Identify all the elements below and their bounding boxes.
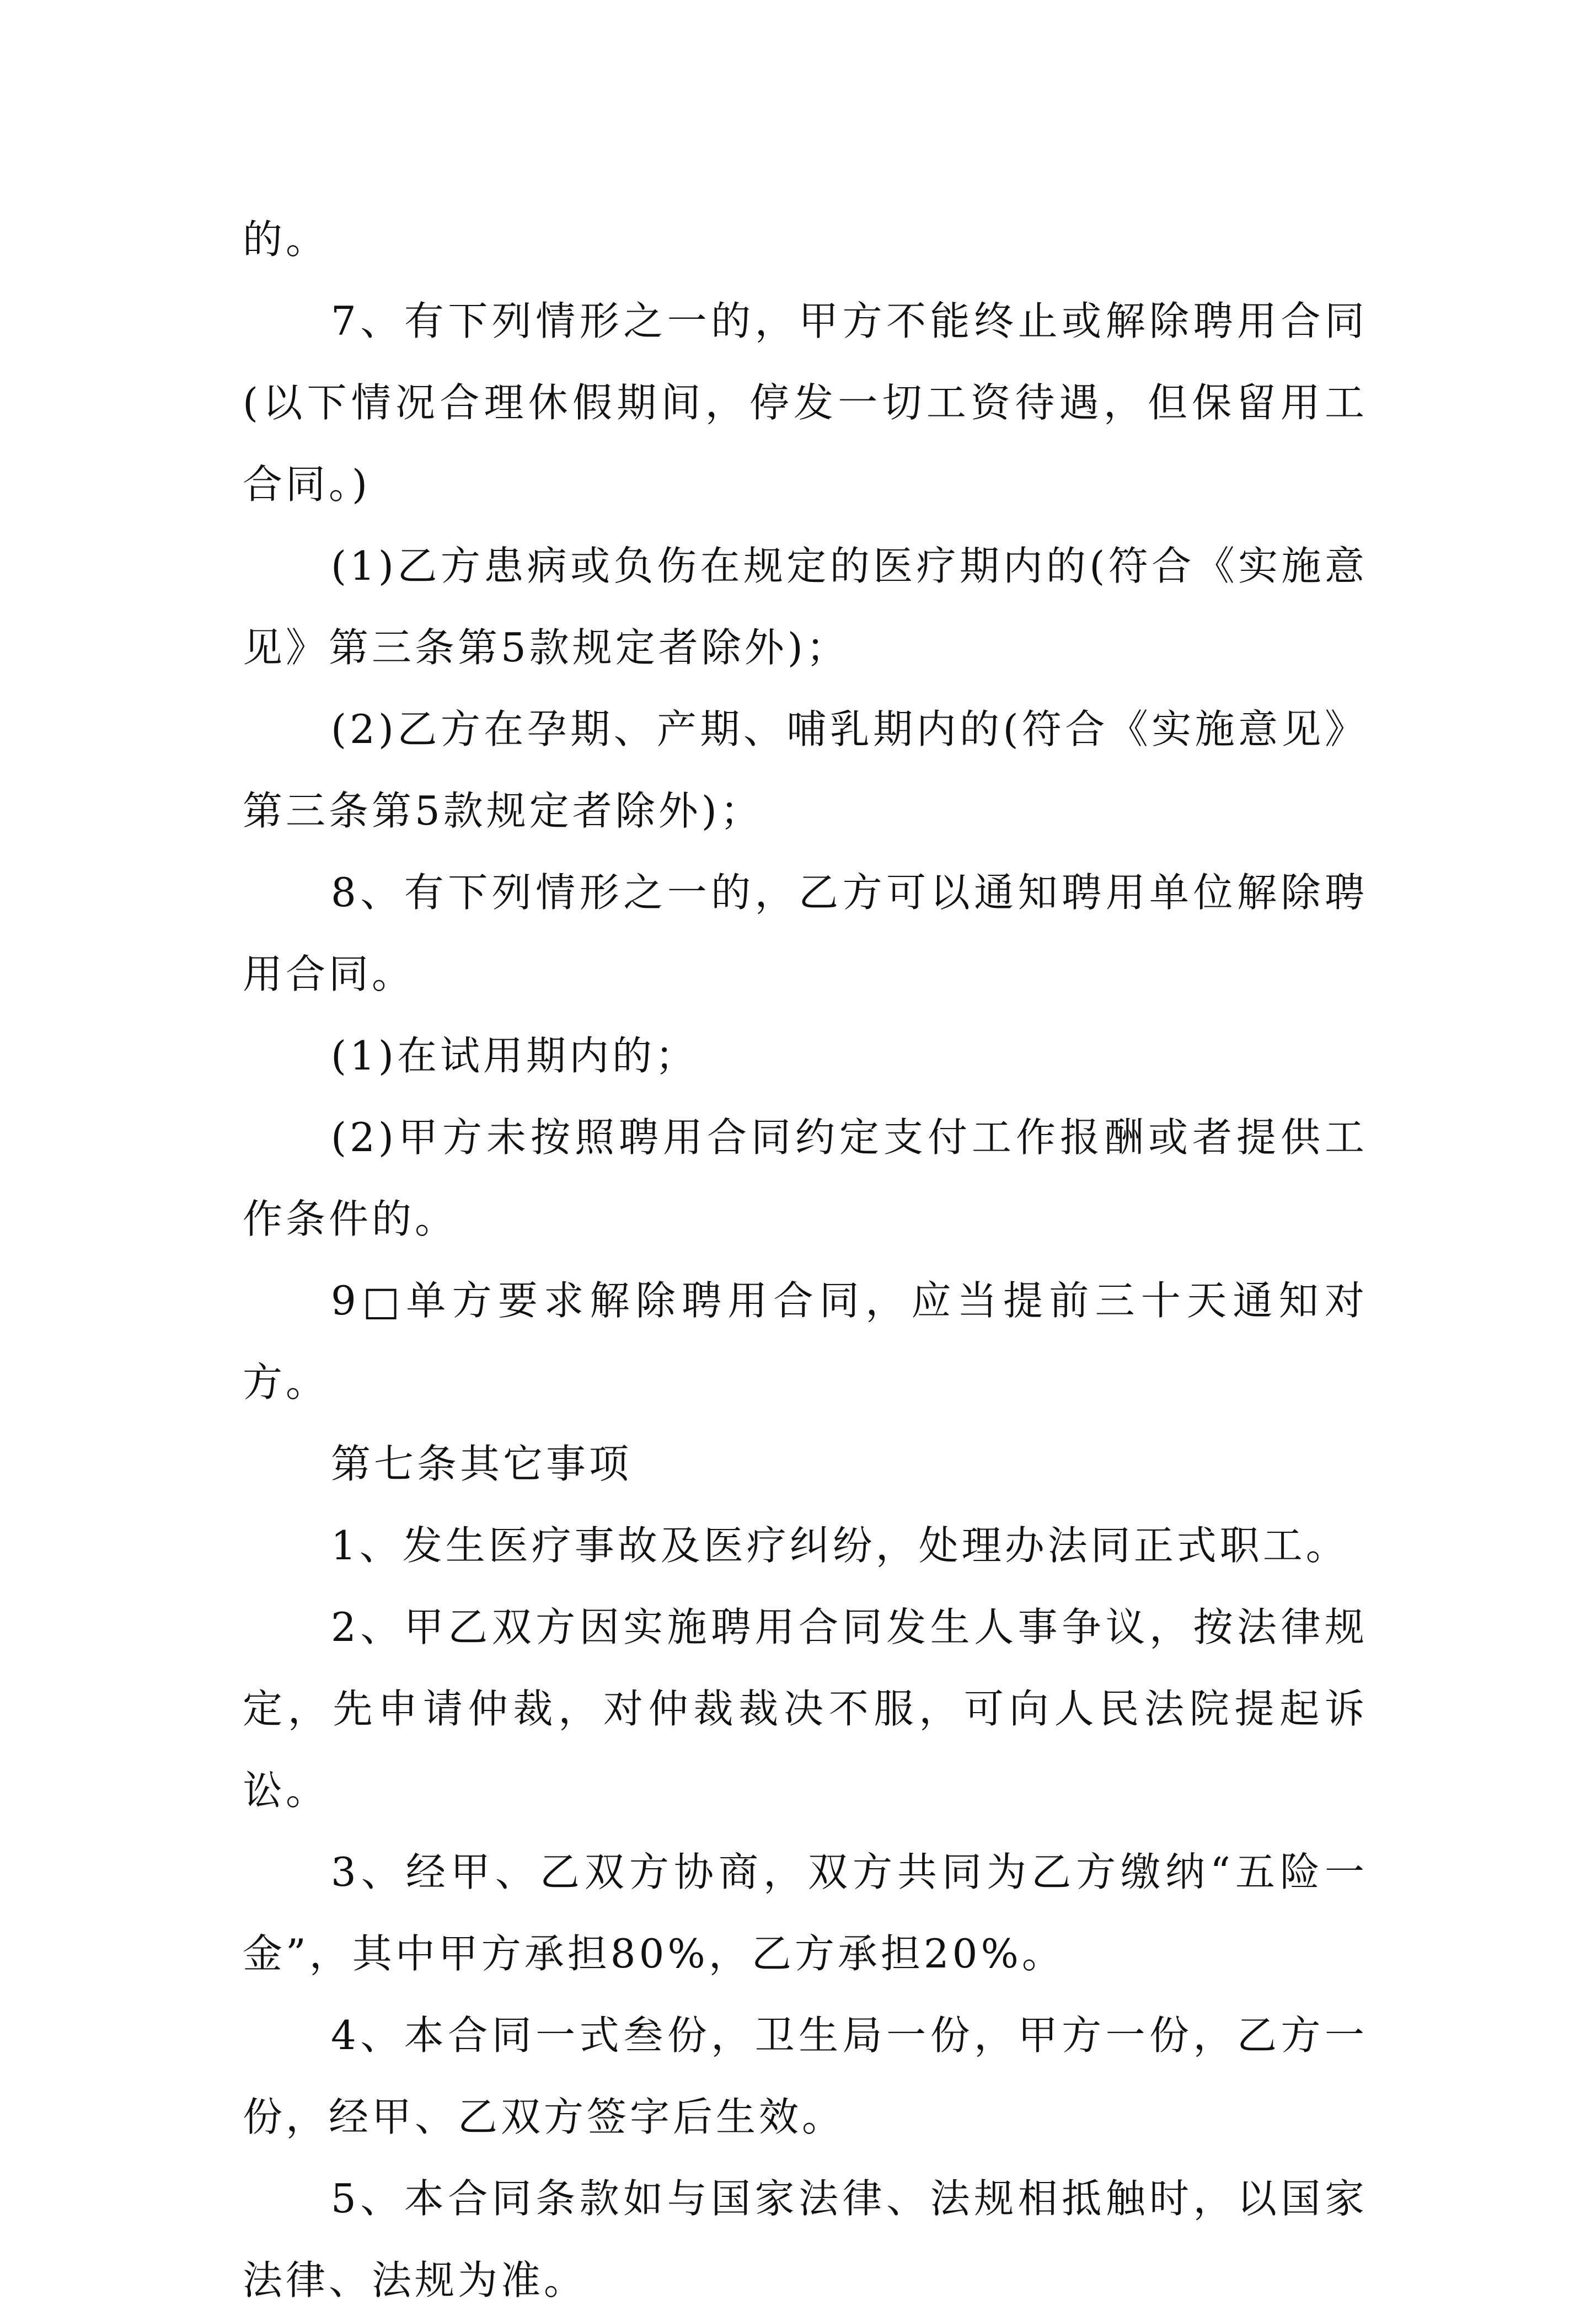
document-body [243, 199, 1368, 2321]
paragraph-other-3: 3、经甲、乙双方协商，双方共同为乙方缴纳“五险一金”，其中甲方承担80%，乙方承担20%。 [243, 1849, 1368, 1977]
paragraph-other-2: 2、甲乙双方因实施聘用合同发生人事争议，按法律规定，先申请仲裁，对仲裁裁决不服，可向人民法院提起诉讼。 [243, 1604, 1368, 1814]
paragraph-clause-7-item-2: (2)乙方在孕期、产期、哺乳期内的(符合《实施意见》第三条第5款规定者除外)； [243, 706, 1368, 834]
paragraph-clause-7-item-1: (1)乙方患病或负伤在规定的医疗期内的(符合《实施意见》第三条第5款规定者除外)； [243, 543, 1368, 671]
paragraph-continuation: 的。 [243, 216, 329, 263]
paragraph-other-5: 5、本合同条款如与国家法律、法规相抵触时，以国家法律、法规为准。 [243, 2175, 1368, 2303]
paragraph-other-4: 4、本合同一式叁份，卫生局一份，甲方一份，乙方一份，经甲、乙双方签字后生效。 [243, 2012, 1368, 2140]
paragraph-clause-8: 8、有下列情形之一的，乙方可以通知聘用单位解除聘用合同。 [243, 869, 1368, 997]
section-heading-article-7: 第七条其它事项 [331, 1441, 633, 1487]
paragraph-other-1: 1、发生医疗事故及医疗纠纷，处理办法同正式职工。 [331, 1522, 1349, 1569]
paragraph-clause-7: 7、有下列情形之一的，甲方不能终止或解除聘用合同(以下情况合理休假期间，停发一切工资待遇，但保留用工合同。) [243, 298, 1368, 507]
paragraph-clause-8-item-1: (1)在试用期内的； [331, 1033, 698, 1079]
paragraph-clause-8-item-2: (2)甲方未按照聘用合同约定支付工作报酬或者提供工作条件的。 [243, 1114, 1368, 1242]
paragraph-clause-9: 9□单方要求解除聘用合同，应当提前三十天通知对方。 [243, 1277, 1368, 1405]
